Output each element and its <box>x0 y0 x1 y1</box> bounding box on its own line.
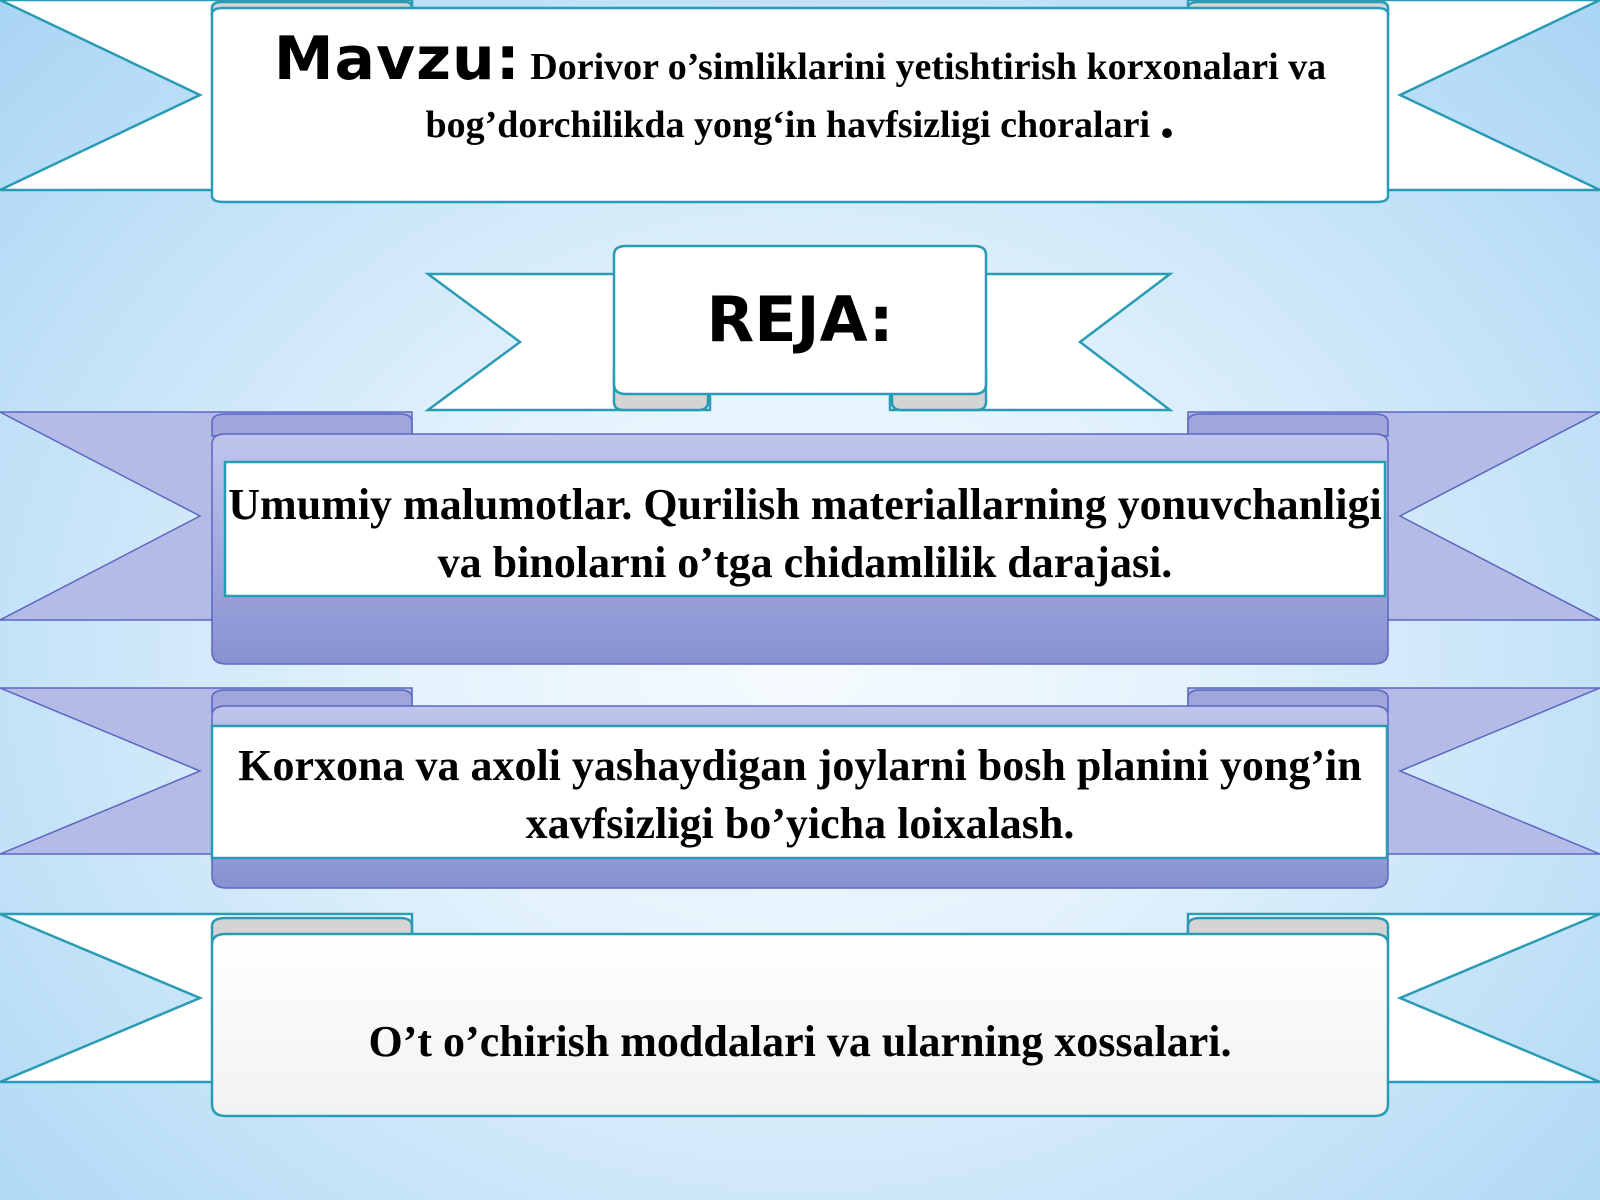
plan-item-1: Umumiy malumotlar. Qurilish materiallarning yonuvchanligi va binolarni o’tga chidamlilik darajasi. <box>228 480 1382 587</box>
plan-heading: REJA: <box>706 283 894 356</box>
title-end-dot: . <box>1159 84 1175 150</box>
title-text: Dorivor o’simliklarini yetishtirish korxonalari va bog’dorchilikda yong‘in havfsizligi choralari <box>425 46 1327 146</box>
plan-item-2: Korxona va axoli yashaydigan joylarni bosh planini yong’in xavfsizligi bo’yicha loixalash. <box>238 741 1362 848</box>
title-label: Mavzu: <box>273 24 521 94</box>
slide-title <box>250 24 1350 154</box>
plan-item-3: O’t o’chirish moddalari va ularning xossalari. <box>368 1017 1232 1066</box>
